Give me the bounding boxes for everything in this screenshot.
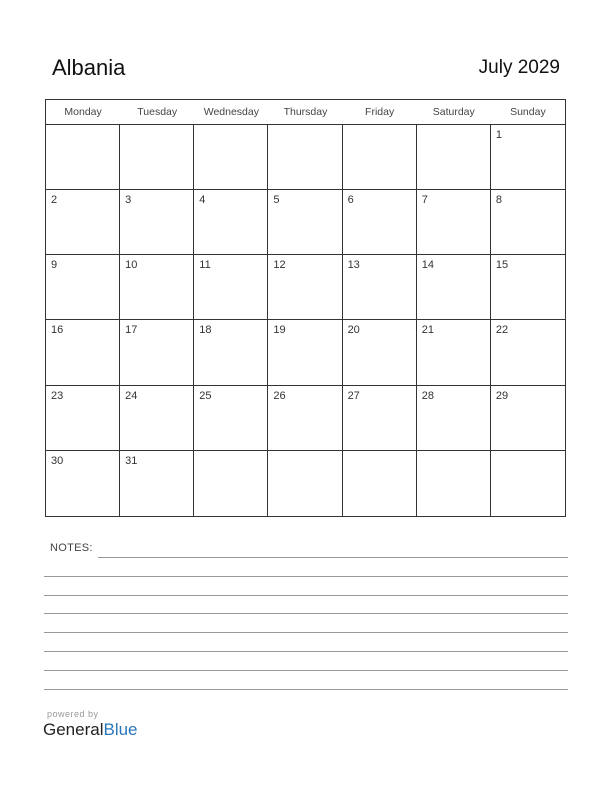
weekday-saturday: Saturday bbox=[432, 106, 475, 118]
day-cell bbox=[120, 190, 194, 255]
day-number: 15 bbox=[495, 259, 509, 272]
day-cell bbox=[417, 451, 491, 516]
day-cell bbox=[194, 125, 268, 190]
day-number: 5 bbox=[273, 194, 280, 207]
day-number: 26 bbox=[273, 389, 286, 402]
country-title: Albania bbox=[52, 55, 126, 80]
day-cell bbox=[343, 320, 417, 385]
day-number: 2 bbox=[51, 194, 58, 207]
day-cell bbox=[491, 320, 565, 385]
day-number: 23 bbox=[51, 389, 64, 402]
day-cell bbox=[194, 190, 268, 255]
day-number: 7 bbox=[421, 194, 428, 207]
day-number: 28 bbox=[421, 389, 434, 402]
weekday-monday: Monday bbox=[64, 106, 102, 118]
day-number: 9 bbox=[51, 259, 58, 272]
weekday-tuesday: Tuesday bbox=[137, 106, 178, 118]
day-cell bbox=[417, 386, 491, 451]
day-number: 18 bbox=[199, 324, 212, 337]
note-line bbox=[98, 557, 568, 558]
weekday-sunday: Sunday bbox=[510, 106, 546, 118]
day-cell bbox=[120, 451, 194, 516]
day-cell bbox=[491, 451, 565, 516]
day-cell bbox=[46, 190, 120, 255]
day-number: 3 bbox=[125, 194, 132, 207]
day-cell bbox=[268, 320, 342, 385]
notes-label: NOTES: bbox=[50, 542, 93, 554]
day-number: 14 bbox=[421, 259, 434, 272]
day-number: 16 bbox=[51, 324, 64, 337]
day-cell bbox=[194, 255, 268, 320]
note-line bbox=[44, 670, 568, 671]
day-number: 21 bbox=[421, 324, 434, 337]
brand-logo bbox=[43, 720, 138, 740]
day-cell bbox=[194, 320, 268, 385]
day-number: 17 bbox=[125, 324, 138, 337]
day-number: 30 bbox=[51, 454, 64, 467]
day-cell bbox=[417, 125, 491, 190]
day-cell bbox=[46, 255, 120, 320]
day-number: 25 bbox=[199, 389, 212, 402]
day-cell bbox=[120, 320, 194, 385]
day-cell bbox=[120, 386, 194, 451]
day-cell bbox=[268, 125, 342, 190]
day-cell bbox=[343, 190, 417, 255]
day-cell bbox=[491, 125, 565, 190]
day-number: 11 bbox=[199, 259, 211, 272]
month-year-title: July 2029 bbox=[478, 57, 560, 78]
day-cell bbox=[194, 386, 268, 451]
day-number: 12 bbox=[273, 259, 286, 272]
day-cell bbox=[491, 190, 565, 255]
day-number: 8 bbox=[495, 194, 502, 207]
day-cell bbox=[343, 386, 417, 451]
calendar-body bbox=[46, 125, 565, 516]
day-cell bbox=[491, 386, 565, 451]
day-cell bbox=[343, 255, 417, 320]
day-cell bbox=[268, 255, 342, 320]
note-line bbox=[44, 632, 568, 633]
brand-blue: Blue bbox=[103, 720, 138, 739]
day-cell bbox=[417, 320, 491, 385]
day-number: 31 bbox=[125, 454, 138, 467]
day-cell bbox=[268, 190, 342, 255]
day-number: 22 bbox=[495, 324, 509, 337]
day-cell bbox=[491, 255, 565, 320]
day-cell bbox=[120, 255, 194, 320]
day-cell bbox=[343, 451, 417, 516]
note-line bbox=[44, 595, 568, 596]
day-cell bbox=[343, 125, 417, 190]
day-cell bbox=[417, 190, 491, 255]
day-cell bbox=[194, 451, 268, 516]
note-line bbox=[44, 576, 568, 577]
weekday-wednesday: Wednesday bbox=[203, 106, 259, 118]
weekday-thursday: Thursday bbox=[283, 106, 328, 118]
note-line bbox=[44, 613, 568, 614]
day-number: 19 bbox=[273, 324, 286, 337]
brand-general: General bbox=[43, 720, 104, 739]
day-number: 24 bbox=[125, 389, 138, 402]
weekday-header-row bbox=[46, 100, 565, 125]
day-cell bbox=[417, 255, 491, 320]
weekday-friday: Friday bbox=[365, 106, 395, 118]
note-line bbox=[44, 651, 568, 652]
note-line bbox=[44, 689, 568, 690]
day-number: 1 bbox=[495, 129, 502, 141]
day-number: 27 bbox=[347, 389, 360, 402]
day-number: 6 bbox=[347, 194, 354, 207]
day-cell bbox=[268, 451, 342, 516]
day-number: 20 bbox=[347, 324, 360, 337]
day-number: 13 bbox=[347, 259, 360, 272]
day-number: 4 bbox=[199, 194, 206, 207]
day-number: 29 bbox=[495, 389, 509, 402]
day-number: 10 bbox=[125, 259, 138, 272]
day-cell bbox=[46, 320, 120, 385]
day-cell bbox=[46, 451, 120, 516]
day-cell bbox=[268, 386, 342, 451]
day-cell bbox=[120, 125, 194, 190]
day-cell bbox=[46, 125, 120, 190]
calendar-grid bbox=[45, 99, 566, 517]
day-cell bbox=[46, 386, 120, 451]
powered-by-text: powered by bbox=[47, 709, 99, 719]
